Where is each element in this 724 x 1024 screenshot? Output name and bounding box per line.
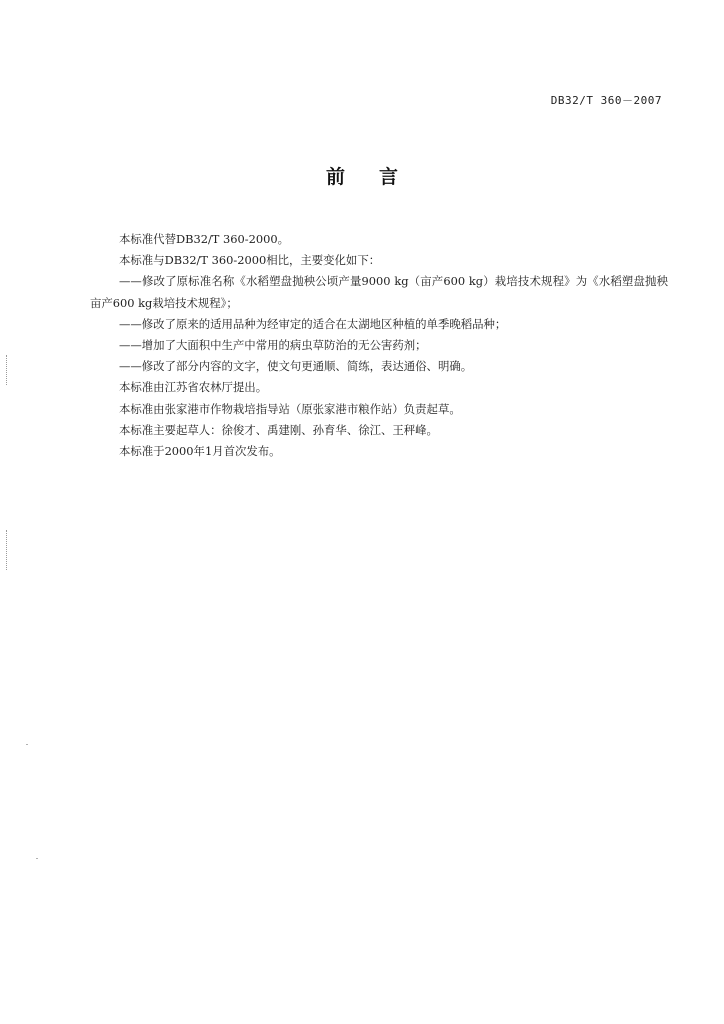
- standard-code: DB32/T 360－2007: [550, 94, 662, 107]
- scan-speck: [36, 858, 38, 859]
- paragraph: ——增加了大面积中生产中常用的病虫草防治的无公害药剂；: [119, 338, 427, 353]
- paragraph: 本标准与DB32/T 360-2000相比，主要变化如下：: [119, 253, 381, 268]
- paragraph: ——修改了部分内容的文字，使文句更通顺、简练，表达通俗、明确。: [119, 359, 473, 374]
- page-title: 前言: [325, 166, 432, 188]
- scan-speck: [26, 744, 28, 745]
- paragraph: 本标准由江苏省农林厅提出。: [119, 380, 268, 395]
- paragraph: 本标准由张家港市作物栽培指导站（原张家港市粮作站）负责起草。: [119, 401, 461, 416]
- paragraph: ——修改了原来的适用品种为经审定的适合在太湖地区种植的单季晚稻品种；: [119, 316, 507, 331]
- binding-margin-dots: [6, 355, 9, 385]
- paragraph: 本标准于2000年1月首次发布。: [119, 444, 281, 459]
- paragraph: 本标准代替DB32/T 360-2000。: [119, 232, 289, 246]
- paragraph: 本标准主要起草人：徐俊才、禹建刚、孙育华、徐江、王秤峰。: [119, 422, 438, 437]
- paragraph: ——修改了原标准名称《水稻塑盘抛秧公顷产量9000 kg（亩产600 kg）栽培技术规程》为《水稻塑盘抛秧亩产600 kg栽培技术规程》；: [90, 274, 668, 310]
- binding-margin-dots: [6, 530, 9, 570]
- foreword-body: [90, 229, 668, 462]
